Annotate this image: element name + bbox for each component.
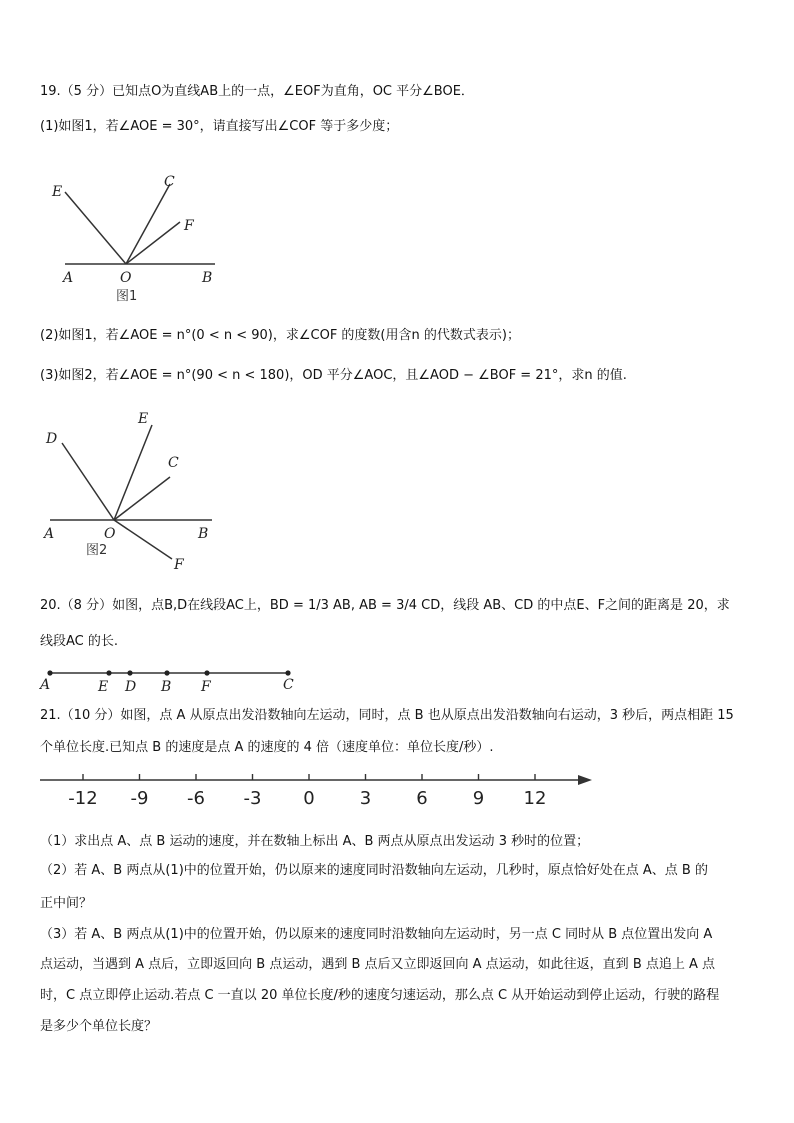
q19-part1: (1)如图1，若∠AOE = 30°，请直接写出∠COF 等于多少度； [40, 119, 399, 134]
label-c: C [164, 174, 175, 190]
label-e: E [138, 411, 149, 427]
caption-fig1: 图1 [116, 289, 138, 304]
label-e: E [98, 679, 109, 695]
point-d [127, 670, 132, 675]
figure-1 [40, 170, 240, 310]
ray-of [114, 520, 172, 559]
point-a [47, 670, 52, 675]
figure-segment [40, 665, 320, 695]
q19-part3: (3)如图2，若∠AOE = n°(90 < n < 180)，OD 平分∠AOC，且∠AOD − ∠BOF = 21°，求n 的值. [40, 368, 627, 383]
q19-stem: 19.（5 分）已知点O为直线AB上的一点，∠EOF为直角，OC 平分∠BOE． [40, 84, 474, 99]
point-c [285, 670, 290, 675]
label-a: A [63, 270, 74, 286]
label-d: D [125, 679, 137, 695]
q21-sub1: （1）求出点 A、点 B 运动的速度，并在数轴上标出 A、B 两点从原点出发运动 3 秒时的位置； [40, 834, 590, 849]
q20-line2: 线段AC 的长. [40, 634, 119, 649]
arrow-head [578, 775, 592, 785]
label-b: B [198, 526, 209, 542]
point-e [106, 670, 111, 675]
caption-fig2: 图2 [86, 543, 108, 558]
ray-oc [126, 184, 170, 264]
label-c: C [283, 677, 294, 693]
point-b [164, 670, 169, 675]
point-f [204, 670, 209, 675]
tick-label: 6 [416, 788, 428, 809]
q21-line2: 个单位长度.已知点 B 的速度是点 A 的速度的 4 倍（速度单位：单位长度/秒）. [40, 740, 494, 755]
label-e: E [52, 184, 63, 200]
q21-sub2a: （2）若 A、B 两点从(1)中的位置开始，仍以原来的速度同时沿数轴向左运动，几秒时，原点恰好处在点 A、点 B 的 [40, 863, 708, 878]
figure-2 [40, 405, 230, 575]
ray-oe [65, 192, 126, 264]
label-b: B [161, 679, 172, 695]
tick-label: -3 [243, 788, 262, 809]
q21-sub3b: 点运动，当遇到 A 点后，立即返回向 B 点运动，遇到 B 点后又立即返回向 A 点运动，如此往返，直到 B 点追上 A 点 [40, 957, 716, 972]
ray-of [126, 222, 180, 264]
q19-part2: (2)如图1，若∠AOE = n°(0 < n < 90)，求∠COF 的度数(用含n 的代数式表示)； [40, 328, 520, 343]
ray-od [62, 443, 114, 520]
label-b: B [202, 270, 213, 286]
label-a: A [44, 526, 55, 542]
tick-label: -9 [130, 788, 149, 809]
q21-sub3d: 是多少个单位长度？ [40, 1019, 158, 1034]
q21-sub2b: 正中间？ [40, 896, 93, 911]
q21-line1: 21.（10 分）如图，点 A 从原点出发沿数轴向左运动，同时，点 B 也从原点出发沿数轴向右运动，3 秒后，两点相距 15 [40, 708, 734, 723]
label-o: O [120, 270, 132, 286]
q21-sub3c: 时，C 点立即停止运动.若点 C 一直以 20 单位长度/秒的速度匀速运动，那么点 C 从开始运动到停止运动，行驶的路程 [40, 988, 720, 1003]
label-d: D [46, 431, 58, 447]
label-f: F [174, 557, 184, 573]
label-a: A [40, 677, 51, 693]
q20-line1: 20.（8 分）如图，点B,D在线段AC上，BD = 1/3 AB, AB = 3/4 CD，线段 AB、CD 的中点E、F之间的距离是 20，求 [40, 598, 730, 613]
tick-label: -12 [68, 788, 98, 809]
tick-label: 9 [472, 788, 485, 809]
tick-label: 0 [303, 788, 315, 809]
label-f: F [184, 218, 194, 234]
tick-label: 3 [359, 788, 372, 809]
label-c: C [168, 455, 179, 471]
number-line [40, 766, 600, 811]
label-f: F [201, 679, 211, 695]
label-o: O [104, 526, 116, 542]
tick-label: -6 [187, 788, 205, 809]
q21-sub3a: （3）若 A、B 两点从(1)中的位置开始，仍以原来的速度同时沿数轴向左运动时，另一点 C 同时从 B 点位置出发向 A [40, 927, 713, 942]
tick-label: 12 [523, 788, 547, 809]
